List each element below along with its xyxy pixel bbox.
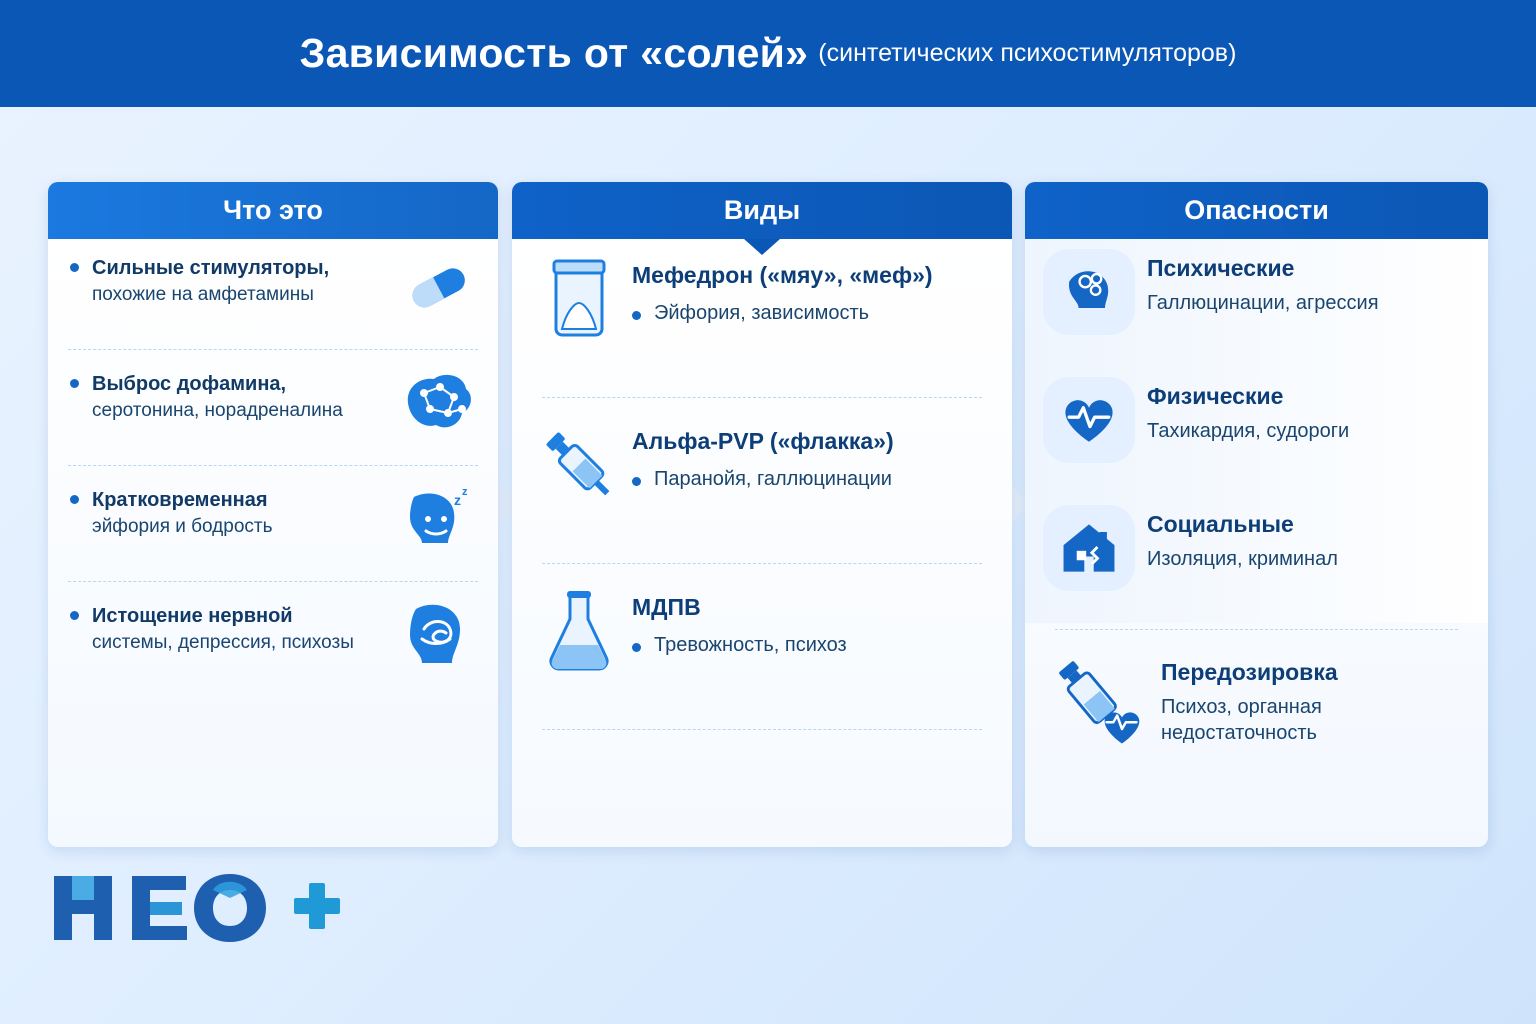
column-2-heading: Виды xyxy=(512,182,1012,239)
overdose-block xyxy=(1025,637,1488,805)
list-item xyxy=(1025,495,1488,623)
column-1-heading: Что это xyxy=(48,182,498,239)
broken-house-icon xyxy=(1043,505,1135,591)
bullet-icon xyxy=(70,611,79,620)
column-3-heading: Опасности xyxy=(1025,182,1488,239)
divider xyxy=(68,465,478,467)
list-item xyxy=(48,471,498,577)
danger-title: Физические xyxy=(1147,383,1284,409)
bullet-icon xyxy=(70,263,79,272)
divider xyxy=(542,563,982,565)
brain-network-icon xyxy=(388,363,484,443)
head-brain-icon xyxy=(388,595,484,675)
bullet-icon xyxy=(632,643,641,652)
danger-subtitle: Галлюцинации, агрессия xyxy=(1147,292,1379,314)
column-what-is-it xyxy=(48,182,498,847)
bullet-icon xyxy=(70,495,79,504)
divider xyxy=(542,729,982,731)
list-item-line1: Выброс дофамина, xyxy=(92,373,287,395)
list-item-line2: эйфория и бодрость xyxy=(92,516,273,537)
type-subtitle xyxy=(632,302,994,325)
bullet-icon xyxy=(632,477,641,486)
divider xyxy=(68,349,478,351)
type-title: Альфа-PVP («флакка») xyxy=(632,428,894,454)
divider xyxy=(1055,629,1458,631)
pill-icon xyxy=(388,247,484,327)
overdose-title: Передозировка xyxy=(1161,659,1338,685)
list-item-line2: системы, депрессия, психозы xyxy=(92,632,354,653)
column-2-body xyxy=(512,239,1012,847)
svg-text:z: z xyxy=(454,492,461,508)
bullet-icon xyxy=(632,311,641,320)
list-item xyxy=(512,239,1012,391)
list-item-line1: Кратковременная xyxy=(92,489,268,511)
list-item xyxy=(1025,367,1488,495)
danger-subtitle: Изоляция, криминал xyxy=(1147,548,1338,570)
list-item xyxy=(512,405,1012,557)
head-sleep-icon xyxy=(388,479,484,559)
page-header xyxy=(0,0,1536,107)
svg-text:z: z xyxy=(462,486,468,498)
list-item-line1: Сильные стимуляторы, xyxy=(92,257,330,279)
flask-icon xyxy=(534,587,624,675)
column-3-body xyxy=(1025,239,1488,847)
column-1-body xyxy=(48,239,498,847)
list-item xyxy=(48,355,498,461)
type-subtitle xyxy=(632,468,994,491)
overdose-subtitle-line2: недостаточность xyxy=(1161,722,1317,744)
type-title: Мефедрон («мяу», «меф») xyxy=(632,262,933,288)
list-item-line2: похожие на амфетамины xyxy=(92,284,314,305)
logo xyxy=(48,868,348,948)
type-subtitle xyxy=(632,634,994,657)
divider xyxy=(542,397,982,399)
bullet-icon xyxy=(70,379,79,388)
head-thoughts-icon xyxy=(1043,249,1135,335)
type-subtitle-text: Эйфория, зависимость xyxy=(654,301,870,324)
overdose-subtitle-line1: Психоз, органная xyxy=(1161,696,1322,718)
page-subtitle: (синтетических психостимуляторов) xyxy=(818,39,1237,67)
list-item xyxy=(1025,239,1488,367)
list-item xyxy=(512,571,1012,723)
type-subtitle-text: Паранойя, галлюцинации xyxy=(654,467,892,490)
list-item xyxy=(48,239,498,345)
page-title: Зависимость от «солей» xyxy=(299,30,809,76)
column-types xyxy=(512,182,1012,847)
list-item-line1: Истощение нервной xyxy=(92,605,293,627)
type-title: МДПВ xyxy=(632,594,701,620)
list-item-line2: серотонина, норадреналина xyxy=(92,400,343,421)
syringe-heart-icon xyxy=(1035,649,1155,759)
danger-title: Социальные xyxy=(1147,511,1294,537)
column-dangers xyxy=(1025,182,1488,847)
danger-title: Психические xyxy=(1147,255,1295,281)
danger-subtitle: Тахикардия, судороги xyxy=(1147,420,1350,442)
syringe-icon xyxy=(534,421,624,509)
list-item xyxy=(48,587,498,693)
powder-bag-icon xyxy=(534,255,624,343)
type-subtitle-text: Тревожность, психоз xyxy=(654,633,847,656)
heart-pulse-icon xyxy=(1043,377,1135,463)
divider xyxy=(68,581,478,583)
